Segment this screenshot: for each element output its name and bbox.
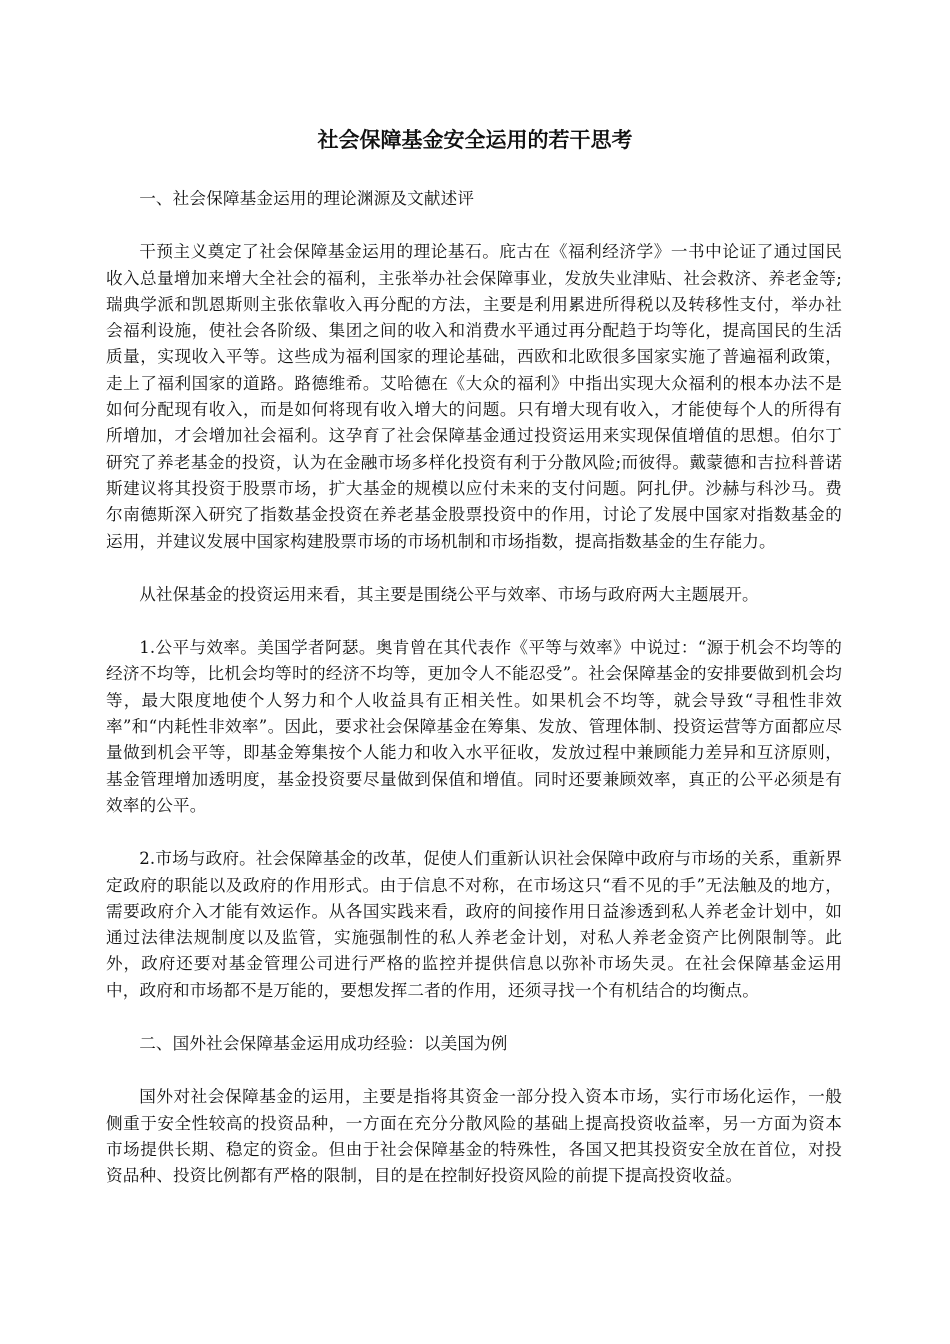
document-body [106, 186, 842, 1217]
body-paragraph: 国外对社会保障基金的运用，主要是指将其资金一部分投入资本市场，实行市场化运作，一般侧重于安全性较高的投资品种，一方面在充分分散风险的基础上提高投资收益率，另一方面为资本市场提供长期、稳定的资金。但由于社会保障基金的特殊性，各国又把其投资安全放在首位，对投资品种、投资比例都有严格的限制，目的是在控制好投资风险的前提下提高投资收益。 [106, 1087, 842, 1186]
body-paragraph: 1.公平与效率。美国学者阿瑟。奥肯曾在其代表作《平等与效率》中说过：“源于机会不均等的经济不均等，比机会均等时的经济不均等，更加令人不能忍受”。社会保障基金的安排要做到机会均等，最大限度地使个人努力和个人收益具有正相关性。如果机会不均等，就会导致“寻租性非效率”和“内耗性非效率”。因此，要求社会保障基金在筹集、发放、管理体制、投资运营等方面都应尽量做到机会平等，即基金筹集按个人能力和收入水平征收，发放过程中兼顾能力差异和互济原则，基金管理增加透明度，基金投资要尽量做到保值和增值。同时还要兼顾效率，真正的公平必须是有效率的公平。 [106, 638, 842, 815]
section-heading-1: 一、社会保障基金运用的理论渊源及文献述评 [139, 189, 475, 208]
body-paragraph: 从社保基金的投资运用来看，其主要是围绕公平与效率、市场与政府两大主题展开。 [139, 584, 759, 604]
document-title: 社会保障基金安全运用的若干思考 [317, 128, 633, 152]
section-heading-2: 二、国外社会保障基金运用成功经验：以美国为例 [139, 1034, 508, 1054]
body-paragraph: 2.市场与政府。社会保障基金的改革，促使人们重新认识社会保障中政府与市场的关系，重新界定政府的职能以及政府的作用形式。由于信息不对称，在市场这只“看不见的手”无法触及的地方，需要政府介入才能有效运作。从各国实践来看，政府的间接作用日益渗透到私人养老金计划中，如通过法律法规制度以及监管，实施强制性的私人养老金计划，对私人养老金资产比例限制等。此外，政府还要对基金管理公司进行严格的监控并提供信息以弥补市场失灵。在社会保障基金运用中，政府和市场都不是万能的，要想发挥二者的作用，还须寻找一个有机结合的均衡点。 [106, 849, 842, 1000]
body-paragraph: 干预主义奠定了社会保障基金运用的理论基石。庇古在《福利经济学》一书中论证了通过国民收入总量增加来增大全社会的福利，主张举办社会保障事业，发放失业津贴、社会救济、养老金等;瑞典学派和凯恩斯则主张依靠收入再分配的方法，主要是利用累进所得税以及转移性支付，举办社会福利设施，使社会各阶级、集团之间的收入和消费水平通过再分配趋于均等化，提高国民的生活质量，实现收入平等。这些成为福利国家的理论基础，西欧和北欧很多国家实施了普遍福利政策，走上了福利国家的道路。路德维希。艾哈德在《大众的福利》中指出实现大众福利的根本办法不是如何分配现有收入，而是如何将现有收入增大的问题。只有增大现有收入，才能使每个人的所得有所增加，才会增加社会福利。这孕育了社会保障基金通过投资运用来实现保值增值的思想。伯尔丁研究了养老基金的投资，认为在金融市场多样化投资有利于分散风险;而彼得。戴蒙德和吉拉科普诺斯建议将其投资于股票市场，扩大基金的规模以应付未来的支付问题。阿扎伊。沙赫与科沙马。费尔南德斯深入研究了指数基金投资在养老基金股票投资中的作用，讨论了发展中国家对指数基金的运用，并建议发展中国家构建股票市场的市场机制和市场指数，提高指数基金的生存能力。 [106, 242, 842, 551]
